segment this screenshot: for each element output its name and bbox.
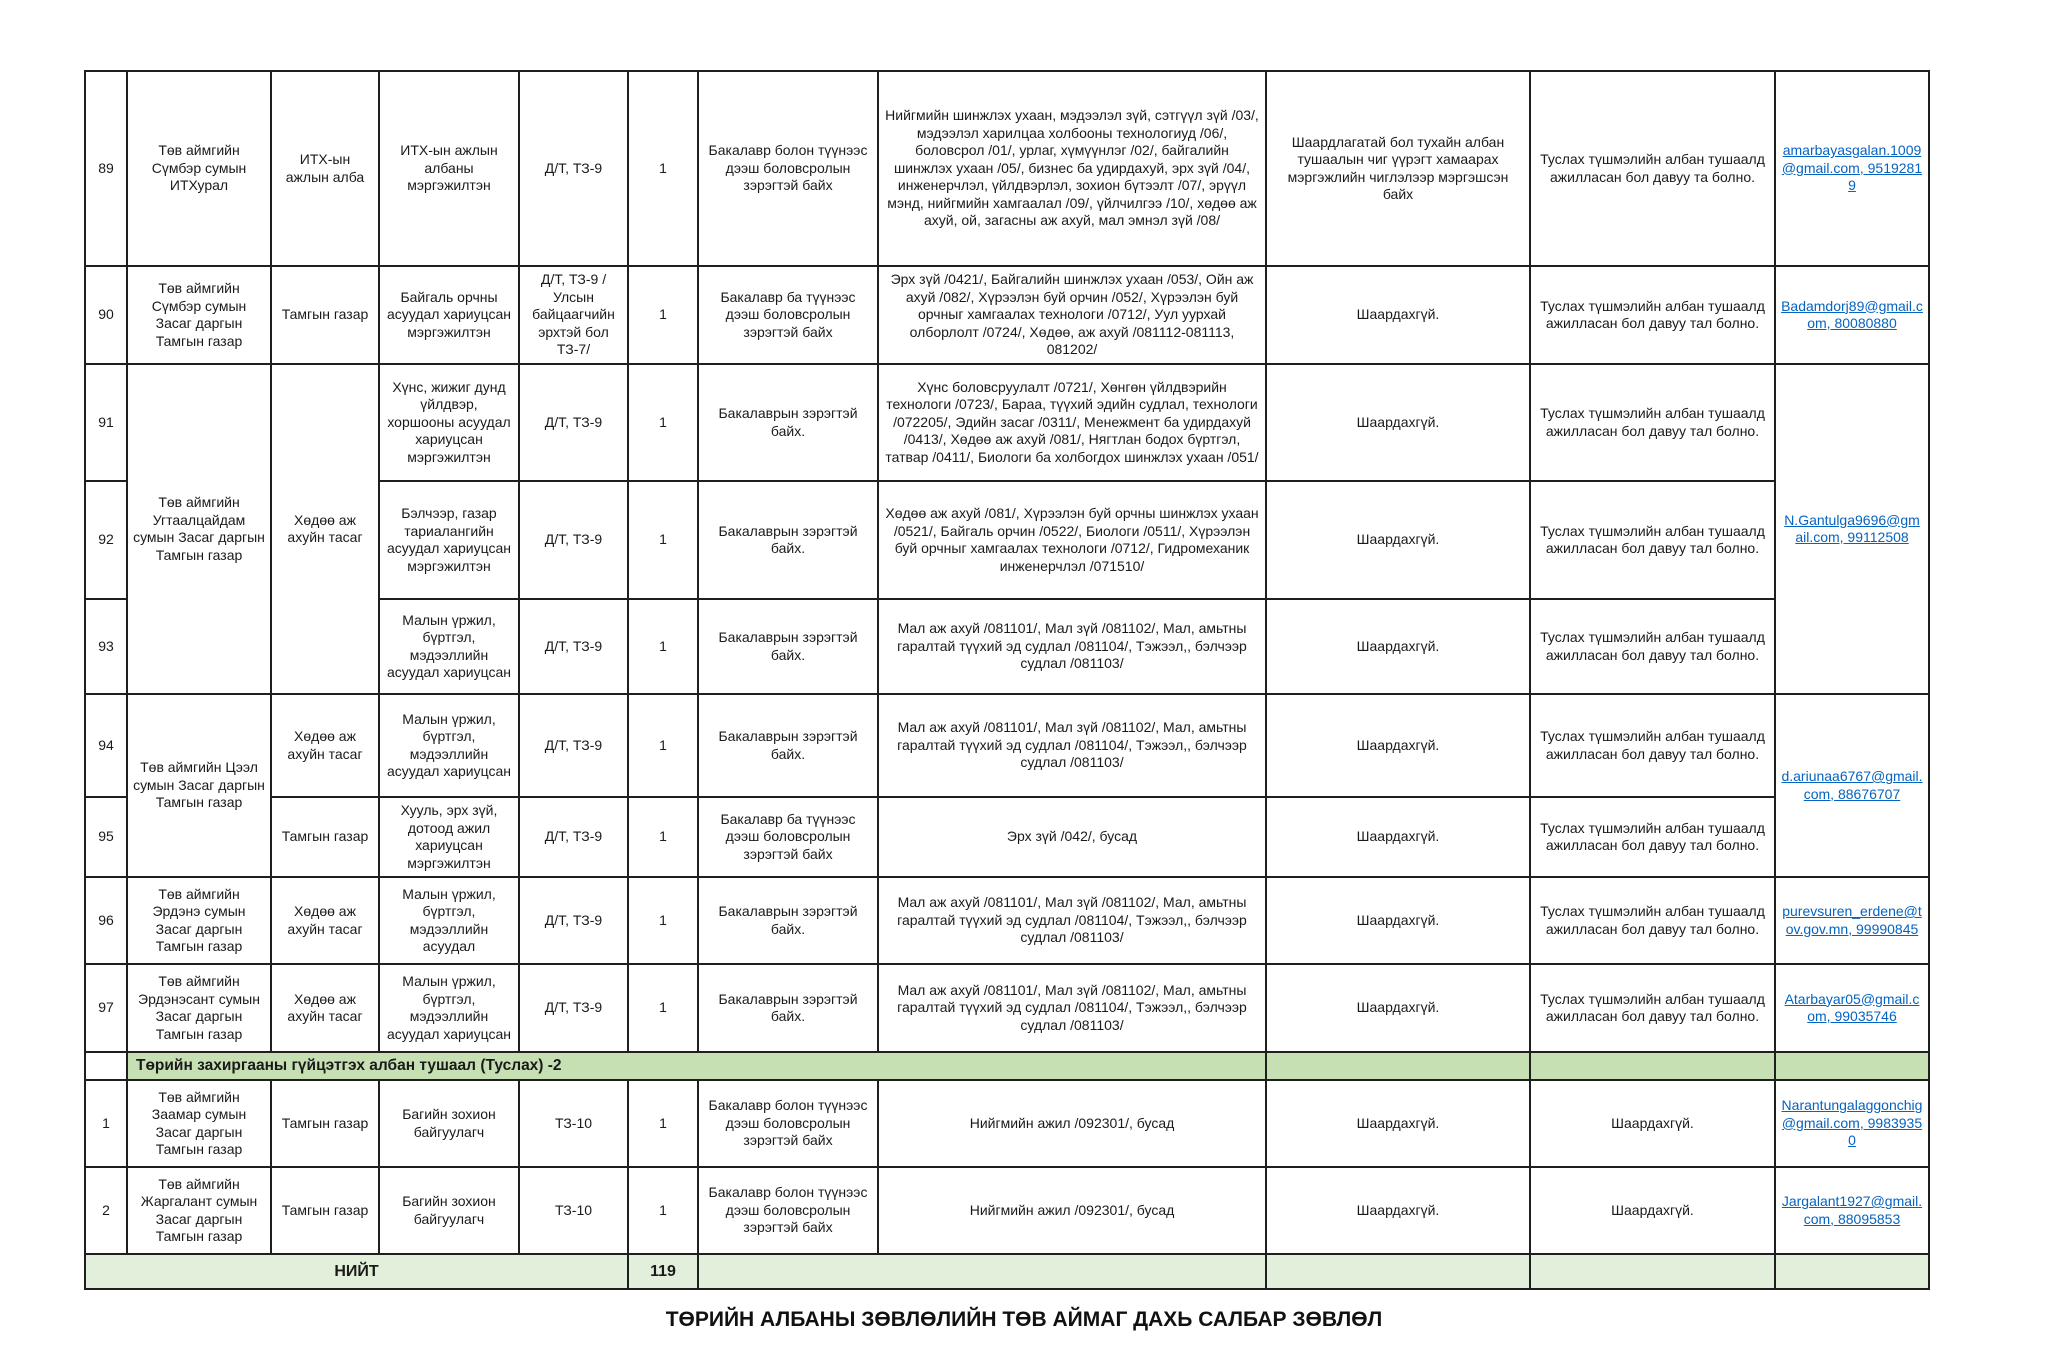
count-cell: 1 — [628, 797, 698, 877]
count-cell: 1 — [628, 71, 698, 266]
dept-cell: Хөдөө аж ахуйн тасаг — [271, 964, 379, 1052]
row-number: 94 — [85, 694, 127, 797]
education-cell: Бакалавр болон түүнээс дээш боловсролын зэрэгтэй байх — [698, 71, 878, 266]
qualification-cell: Шаардахгүй. — [1266, 364, 1530, 481]
specialization-cell: Нийгмийн ажил /092301/, бусад — [878, 1080, 1266, 1167]
section-header-row — [85, 1052, 1929, 1080]
education-cell: Бакалаврын зэрэгтэй байх. — [698, 964, 878, 1052]
dept-cell: Тамгын газар — [271, 1080, 379, 1167]
section-header: Төрийн захиргааны гүйцэтгэх албан тушаал (Туслах) -2 — [127, 1052, 1266, 1080]
count-cell: 1 — [628, 364, 698, 481]
position-cell: Хүнс, жижиг дунд үйлдвэр, хоршооны асуудал хариуцсан мэргэжилтэн — [379, 364, 519, 481]
experience-cell: Туслах түшмэлийн албан тушаалд ажилласан бол давуу тал болно. — [1530, 266, 1775, 364]
experience-cell: Туслах түшмэлийн албан тушаалд ажилласан бол давуу тал болно. — [1530, 599, 1775, 694]
position-cell: Хууль, эрх зүй, дотоод ажил хариуцсан мэргэжилтэн — [379, 797, 519, 877]
total-label: НИЙТ — [85, 1254, 628, 1289]
experience-cell: Шаардахгүй. — [1530, 1080, 1775, 1167]
total-filler-cell — [1266, 1254, 1530, 1289]
contact-cell — [1775, 1080, 1929, 1167]
education-cell: Бакалаврын зэрэгтэй байх. — [698, 694, 878, 797]
section-filler-cell — [1775, 1052, 1929, 1080]
experience-cell: Шаардахгүй. — [1530, 1167, 1775, 1254]
dept-cell: Хөдөө аж ахуйн тасаг — [271, 694, 379, 797]
contact-link[interactable]: N.Gantulga9696@gmail.com, 99112508 — [1784, 511, 1920, 545]
org-cell: Төв аймгийн Эрдэнэсант сумын Засаг даргын Тамгын газар — [127, 964, 271, 1052]
contact-cell — [1775, 71, 1929, 266]
org-cell: Төв аймгийн Угтаалцайдам сумын Засаг даргын Тамгын газар — [127, 364, 271, 694]
table-row — [85, 964, 1929, 1052]
grade-cell: Д/Т, ТЗ-9 — [519, 481, 628, 599]
education-cell: Бакалавр болон түүнээс дээш боловсролын зэрэгтэй байх — [698, 1080, 878, 1167]
position-cell: Байгаль орчны асуудал хариуцсан мэргэжилтэн — [379, 266, 519, 364]
row-number: 2 — [85, 1167, 127, 1254]
count-cell: 1 — [628, 1080, 698, 1167]
qualification-cell: Шаардахгүй. — [1266, 797, 1530, 877]
row-number: 90 — [85, 266, 127, 364]
row-number: 89 — [85, 71, 127, 266]
education-cell: Бакалавр болон түүнээс дээш боловсролын зэрэгтэй байх — [698, 1167, 878, 1254]
grade-cell: Д/Т, ТЗ-9 — [519, 877, 628, 964]
grade-cell: Д/Т, ТЗ-9 — [519, 964, 628, 1052]
table-row — [85, 71, 1929, 266]
education-cell: Бакалавр ба түүнээс дээш боловсролын зэрэгтэй байх — [698, 266, 878, 364]
contact-link[interactable]: amarbayasgalan.1009@gmail.com, 95192819 — [1781, 142, 1923, 194]
vacancy-table-container — [84, 70, 1930, 1290]
page-title: ТӨРИЙН АЛБАНЫ ЗӨВЛӨЛИЙН ТӨВ АЙМАГ ДАХЬ САЛБАР ЗӨВЛӨЛ — [665, 1308, 1383, 1331]
contact-cell — [1775, 1167, 1929, 1254]
dept-cell: Хөдөө аж ахуйн тасаг — [271, 364, 379, 694]
table-row — [85, 266, 1929, 364]
qualification-cell: Шаардахгүй. — [1266, 599, 1530, 694]
education-cell: Бакалавр ба түүнээс дээш боловсролын зэрэгтэй байх — [698, 797, 878, 877]
experience-cell: Туслах түшмэлийн албан тушаалд ажилласан бол давуу тал болно. — [1530, 364, 1775, 481]
total-filler-cell — [1530, 1254, 1775, 1289]
qualification-cell: Шаардахгүй. — [1266, 694, 1530, 797]
section-empty-cell — [85, 1052, 127, 1080]
qualification-cell: Шаардахгүй. — [1266, 1167, 1530, 1254]
contact-link[interactable]: Badamdorj89@gmail.com, 80080880 — [1781, 297, 1923, 331]
specialization-cell: Мал аж ахуй /081101/, Мал зүй /081102/, Мал, амьтны гаралтай түүхий эд судлал /081104/, Тэжээл,, бэлчээр судлал /081103/ — [878, 599, 1266, 694]
grade-cell: Д/Т, ТЗ-9 — [519, 364, 628, 481]
qualification-cell: Шаардахгүй. — [1266, 266, 1530, 364]
position-cell: Малын үржил, бүртгэл, мэдээллийн асуудал хариуцсан — [379, 599, 519, 694]
qualification-cell: Шаардахгүй. — [1266, 964, 1530, 1052]
grade-cell: Д/Т, ТЗ-9 — [519, 797, 628, 877]
position-cell: Бэлчээр, газар тариалангийн асуудал хариуцсан мэргэжилтэн — [379, 481, 519, 599]
table-row — [85, 1167, 1929, 1254]
grade-cell: ТЗ-10 — [519, 1080, 628, 1167]
specialization-cell: Хүнс боловсруулалт /0721/, Хөнгөн үйлдвэрийн технологи /0723/, Бараа, түүхий эдийн судлал, технологи /072205/, Эдийн засаг /0311/, Менежмент ба удирдахуй /0413/, Хөдөө аж ахуй /081/, Нягтлан бодох бүртгэл, татвар /0411/, Биологи ба холбогдох шинжлэх ухаан /051/ — [878, 364, 1266, 481]
row-number: 96 — [85, 877, 127, 964]
education-cell: Бакалаврын зэрэгтэй байх. — [698, 364, 878, 481]
specialization-cell: Хөдөө аж ахуй /081/, Хүрээлэн буй орчны шинжлэх ухаан /0521/, Байгаль орчин /0522/, Биологи /0511/, Хүрээлэн буй орчныг хамгаалах технологи /0712/, Гидромеханик инженерчлэл /071510/ — [878, 481, 1266, 599]
total-filler-cell — [698, 1254, 1266, 1289]
education-cell: Бакалаврын зэрэгтэй байх. — [698, 599, 878, 694]
org-cell: Төв аймгийн Цээл сумын Засаг даргын Тамгын газар — [127, 694, 271, 877]
count-cell: 1 — [628, 1167, 698, 1254]
table-row — [85, 877, 1929, 964]
grade-cell: Д/Т, ТЗ-9 — [519, 71, 628, 266]
specialization-cell: Эрх зүй /0421/, Байгалийн шинжлэх ухаан /053/, Ойн аж ахуй /082/, Хүрээлэн буй орчин /052/, Хүрээлэн буй орчныг хамгаалах технологи /0712/, Уул уурхай олборлолт /0724/, Хөдөө, аж ахуй /081112-081113, 081202/ — [878, 266, 1266, 364]
row-number: 91 — [85, 364, 127, 481]
contact-cell — [1775, 266, 1929, 364]
qualification-cell: Шаардахгүй. — [1266, 1080, 1530, 1167]
vacancy-table — [84, 70, 1930, 1290]
experience-cell: Туслах түшмэлийн албан тушаалд ажилласан бол давуу та болно. — [1530, 71, 1775, 266]
specialization-cell: Нийгмийн шинжлэх ухаан, мэдээлэл зүй, сэтгүүл зүй /03/, мэдээлэл харилцаа холбооны технологиуд /06/, боловсрол /01/, урлаг, хүмүүнлэг /02/, байгалийн шинжлэх ухаан /05/, бизнес ба удирдахуй, эрх зүй /04/, инженерчлэл, үйлдвэрлэл, зохион бүтээлт /07/, эрүүл мэнд, нийгмийн хамгаалал /09/, үйлчилгээ /10/, хөдөө аж ахуй, ой, загасны аж ахуй, мал эмнэл зүй /08/ — [878, 71, 1266, 266]
position-cell: Малын үржил, бүртгэл, мэдээллийн асуудал — [379, 877, 519, 964]
contact-link[interactable]: Narantungalaggonchig@gmail.com, 99839350 — [1781, 1097, 1923, 1149]
dept-cell: Хөдөө аж ахуйн тасаг — [271, 877, 379, 964]
contact-link[interactable]: d.ariunaa6767@gmail.com, 88676707 — [1781, 768, 1923, 802]
grade-cell: Д/Т, ТЗ-9 — [519, 599, 628, 694]
org-cell: Төв аймгийн Сүмбэр сумын ИТХурал — [127, 71, 271, 266]
contact-link[interactable]: Jargalant1927@gmail.com, 88095853 — [1781, 1193, 1923, 1227]
qualification-cell: Шаардахгүй. — [1266, 877, 1530, 964]
row-number: 92 — [85, 481, 127, 599]
position-cell: Багийн зохион байгуулагч — [379, 1080, 519, 1167]
education-cell: Бакалаврын зэрэгтэй байх. — [698, 877, 878, 964]
dept-cell: Тамгын газар — [271, 266, 379, 364]
org-cell: Төв аймгийн Заамар сумын Засаг даргын Тамгын газар — [127, 1080, 271, 1167]
contact-cell — [1775, 364, 1929, 694]
contact-link[interactable]: purevsuren_erdene@tov.gov.mn, 99990845 — [1782, 903, 1922, 937]
total-count: 119 — [628, 1254, 698, 1289]
position-cell: Малын үржил, бүртгэл, мэдээллийн асуудал хариуцсан — [379, 694, 519, 797]
grade-cell: ТЗ-10 — [519, 1167, 628, 1254]
grade-cell: Д/Т, ТЗ-9 — [519, 694, 628, 797]
experience-cell: Туслах түшмэлийн албан тушаалд ажилласан бол давуу тал болно. — [1530, 797, 1775, 877]
row-number: 95 — [85, 797, 127, 877]
position-cell: Малын үржил, бүртгэл, мэдээллийн асуудал хариуцсан — [379, 964, 519, 1052]
org-cell: Төв аймгийн Эрдэнэ сумын Засаг даргын Тамгын газар — [127, 877, 271, 964]
total-row — [85, 1254, 1929, 1289]
table-row — [85, 1080, 1929, 1167]
contact-cell — [1775, 877, 1929, 964]
total-filler-cell — [1775, 1254, 1929, 1289]
table-row — [85, 694, 1929, 797]
position-cell: Багийн зохион байгуулагч — [379, 1167, 519, 1254]
specialization-cell: Мал аж ахуй /081101/, Мал зүй /081102/, Мал, амьтны гаралтай түүхий эд судлал /081104/, Тэжээл,, бэлчээр судлал /081103/ — [878, 877, 1266, 964]
specialization-cell: Нийгмийн ажил /092301/, бусад — [878, 1167, 1266, 1254]
dept-cell: ИТХ-ын ажлын алба — [271, 71, 379, 266]
row-number: 93 — [85, 599, 127, 694]
table-row — [85, 797, 1929, 877]
section-filler-cell — [1530, 1052, 1775, 1080]
qualification-cell: Шаардахгүй. — [1266, 481, 1530, 599]
row-number: 1 — [85, 1080, 127, 1167]
experience-cell: Туслах түшмэлийн албан тушаалд ажилласан бол давуу тал болно. — [1530, 877, 1775, 964]
grade-cell: Д/Т, ТЗ-9 /Улсын байцаагчийн эрхтэй бол ТЗ-7/ — [519, 266, 628, 364]
count-cell: 1 — [628, 266, 698, 364]
qualification-cell: Шаардлагатай бол тухайн албан тушаалын чиг үүрэгт хамаарах мэргэжлийн чиглэлээр мэргэшсэн байх — [1266, 71, 1530, 266]
dept-cell: Тамгын газар — [271, 1167, 379, 1254]
contact-cell — [1775, 964, 1929, 1052]
experience-cell: Туслах түшмэлийн албан тушаалд ажилласан бол давуу тал болно. — [1530, 481, 1775, 599]
position-cell: ИТХ-ын ажлын албаны мэргэжилтэн — [379, 71, 519, 266]
count-cell: 1 — [628, 877, 698, 964]
contact-link[interactable]: Atarbayar05@gmail.com, 99035746 — [1784, 990, 1920, 1024]
org-cell: Төв аймгийн Сүмбэр сумын Засаг даргын Тамгын газар — [127, 266, 271, 364]
education-cell: Бакалаврын зэрэгтэй байх. — [698, 481, 878, 599]
specialization-cell: Мал аж ахуй /081101/, Мал зүй /081102/, Мал, амьтны гаралтай түүхий эд судлал /081104/, Тэжээл,, бэлчээр судлал /081103/ — [878, 964, 1266, 1052]
section-filler-cell — [1266, 1052, 1530, 1080]
specialization-cell: Эрх зүй /042/, бусад — [878, 797, 1266, 877]
experience-cell: Туслах түшмэлийн албан тушаалд ажилласан бол давуу тал болно. — [1530, 694, 1775, 797]
count-cell: 1 — [628, 964, 698, 1052]
contact-cell — [1775, 694, 1929, 877]
count-cell: 1 — [628, 694, 698, 797]
specialization-cell: Мал аж ахуй /081101/, Мал зүй /081102/, Мал, амьтны гаралтай түүхий эд судлал /081104/, Тэжээл,, бэлчээр судлал /081103/ — [878, 694, 1266, 797]
table-row — [85, 364, 1929, 481]
count-cell: 1 — [628, 481, 698, 599]
count-cell: 1 — [628, 599, 698, 694]
row-number: 97 — [85, 964, 127, 1052]
org-cell: Төв аймгийн Жаргалант сумын Засаг даргын Тамгын газар — [127, 1167, 271, 1254]
dept-cell: Тамгын газар — [271, 797, 379, 877]
experience-cell: Туслах түшмэлийн албан тушаалд ажилласан бол давуу тал болно. — [1530, 964, 1775, 1052]
